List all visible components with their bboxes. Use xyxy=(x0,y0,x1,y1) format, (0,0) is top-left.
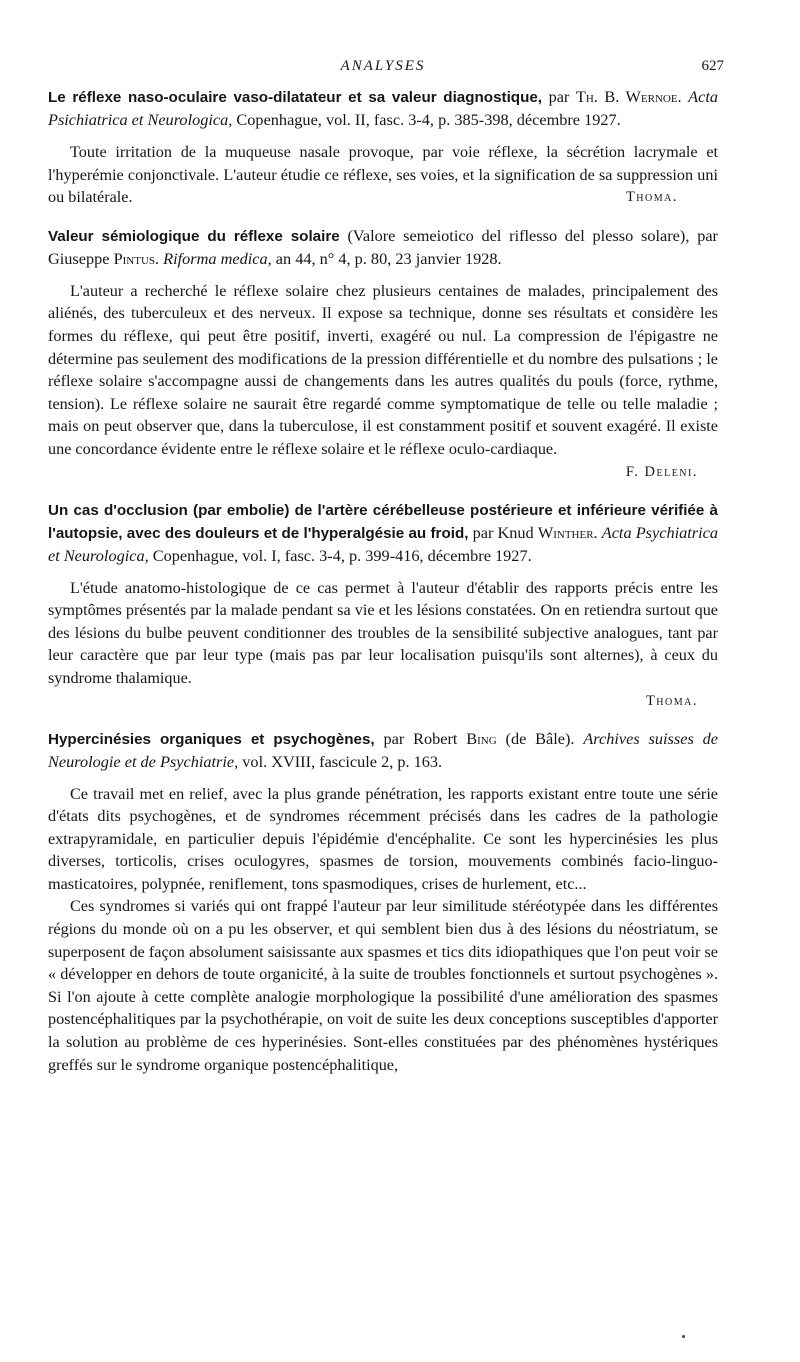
review-entry xyxy=(48,728,718,1077)
journal-name: Acta Psychiatrica et Neurologica, xyxy=(48,522,719,565)
article-title: Un cas d'occlusion (par embolie) de l'artère cérébelleuse postérieure et inférieure vérifiée à l'autopsie, avec des douleurs et de l'hyperalgésie au froid, xyxy=(48,501,718,542)
print-speck xyxy=(682,1335,685,1338)
by-text: par Robert xyxy=(383,728,458,748)
review-entry xyxy=(48,86,718,209)
by-text: par Giuseppe xyxy=(48,225,718,268)
review-paragraph: Ces syndromes si variés qui ont frappé l'auteur par leur similitude stéréotypée dans les différentes régions du monde où on a pu les observer, et qui semblent bien dus à des lésions du néostriatum, se superposent de façon absolument saisissante aux spasmes et tics dits idiopathiques que l'on peut voir se « développer en dehors de toute organicité, à la suite de troubles fonctionnels et surtout psychogènes ». Si l'on ajoute à cette complète analogie morphologique la possibilité d'une amélioration des spasmes postencéphalitiques par la psychothérapie, on voit de suite les deux conceptions susceptibles d'apporter la solution au problème de ces hyperinésies. Sont-elles constituées par des phénomènes hystériques greffés sur le syndrome organique postencéphalitique, xyxy=(48,897,718,1074)
author-name: Winther. xyxy=(537,522,598,542)
reviewer-signature: Thoma. xyxy=(625,189,678,206)
by-text: par xyxy=(548,87,570,106)
running-head xyxy=(48,58,724,86)
reference xyxy=(48,728,718,773)
review-paragraph: L'étude anatomo-histologique de ce cas permet à l'auteur d'établir des rapports précis entre les symptômes présentés par la malade pendant sa vie et les lésions constatées. On en retiendra surtout que des lésions du bulbe peuvent conditionner des troubles de la sensibilité subjective analogues, tant par leur caractère que par leur type (mais pas par leur localisation puisqu'ils sont alternes), à ceux du syndrome thalamique. xyxy=(48,578,718,687)
author-name: Th. B. Wernoe. xyxy=(575,87,682,106)
reference xyxy=(48,86,718,131)
reviewer-signature: Thoma. xyxy=(645,692,698,709)
journal-name: Riforma medica, xyxy=(163,248,272,268)
reference xyxy=(48,225,718,270)
article-subtitle: (Valore semeiotico del riflesso del plesso solare), xyxy=(347,225,690,245)
reviewer-signature: F. Deleni. xyxy=(625,463,698,480)
review-paragraph: Toute irritation de la muqueuse nasale provoque, par voie réflexe, la sécrétion lacrymale et l'hyperémie conjonctivale. L'auteur étudie ce réflexe, ses voies, et la signification de sa suppression uni ou bilatérale. Thoma. xyxy=(48,143,718,207)
journal-page xyxy=(48,58,724,1092)
article-title: Hypercinésies organiques et psychogènes, xyxy=(48,730,375,748)
review-paragraph: Ce travail met en relief, avec la plus grande pénétration, les rapports existant entre toute une série d'états dits psychogènes, et de syndromes récemment précisés dans les cadres de la pathologie extrapyramidale, en particulier depuis l'épidémie d'encéphalite. Ce sont les hypercinésies les plus diverses, torticolis, crises oculogyres, spasmes de torsion, mouvements combinés facio-linguo-masticatoires, polypnée, reniflement, tons spasmodiques, crises de hurlement, etc... xyxy=(48,784,718,893)
reference xyxy=(48,499,718,567)
page-number: 627 xyxy=(701,58,724,74)
article-title: Valeur sémiologique du réflexe solaire xyxy=(48,227,340,245)
review-paragraph: L'auteur a recherché le réflexe solaire chez plusieurs centaines de malades, principalement des aliénés, des tuberculeux et des nerveux. Il expose sa technique, donne ses résultats et considère les formes du réflexe, qui peut être positif, inverti, exagéré ou nul. La compression de l'épigastre ne détermine pas seulement des modifications de la pression différentielle et du nombre des pulsations ; le réflexe solaire s'accompagne aussi de changements dans les autres qualités du pouls (force, rythme, tension). Le réflexe solaire ne saurait être regardé comme symptomatique de telle ou telle maladie ; mais on peut observer que, dans la tuberculose, il est constamment positif et souvent exagéré. Il existe une concordance évidente entre le réflexe solaire et le réflexe oculo-cardiaque. xyxy=(48,281,718,458)
journal-name: Archives suisses de Neurologie et de Psychiatrie, xyxy=(48,728,718,771)
reference-details: vol. XVIII, fascicule 2, p. 163. xyxy=(242,751,443,771)
article-subtitle: (de Bâle). xyxy=(505,728,575,748)
by-text: par Knud xyxy=(472,522,534,542)
review-entry xyxy=(48,499,718,712)
reference-details: Copenhague, vol. II, fasc. 3-4, p. 385-398, décembre 1927. xyxy=(236,110,621,129)
journal-name: Acta Psichiatrica et Neurologica, xyxy=(48,87,718,129)
author-name: Pintus. xyxy=(113,248,160,268)
running-head-title: ANALYSES xyxy=(340,58,426,74)
reference-details: an 44, n° 4, p. 80, 23 janvier 1928. xyxy=(275,248,502,268)
reference-details: Copenhague, vol. I, fasc. 3-4, p. 399-416, décembre 1927. xyxy=(152,545,532,565)
review-entry xyxy=(48,225,718,483)
article-title: Le réflexe naso-oculaire vaso-dilatateur et sa valeur diagnostique, xyxy=(48,89,543,106)
author-name: Bing xyxy=(466,728,497,748)
